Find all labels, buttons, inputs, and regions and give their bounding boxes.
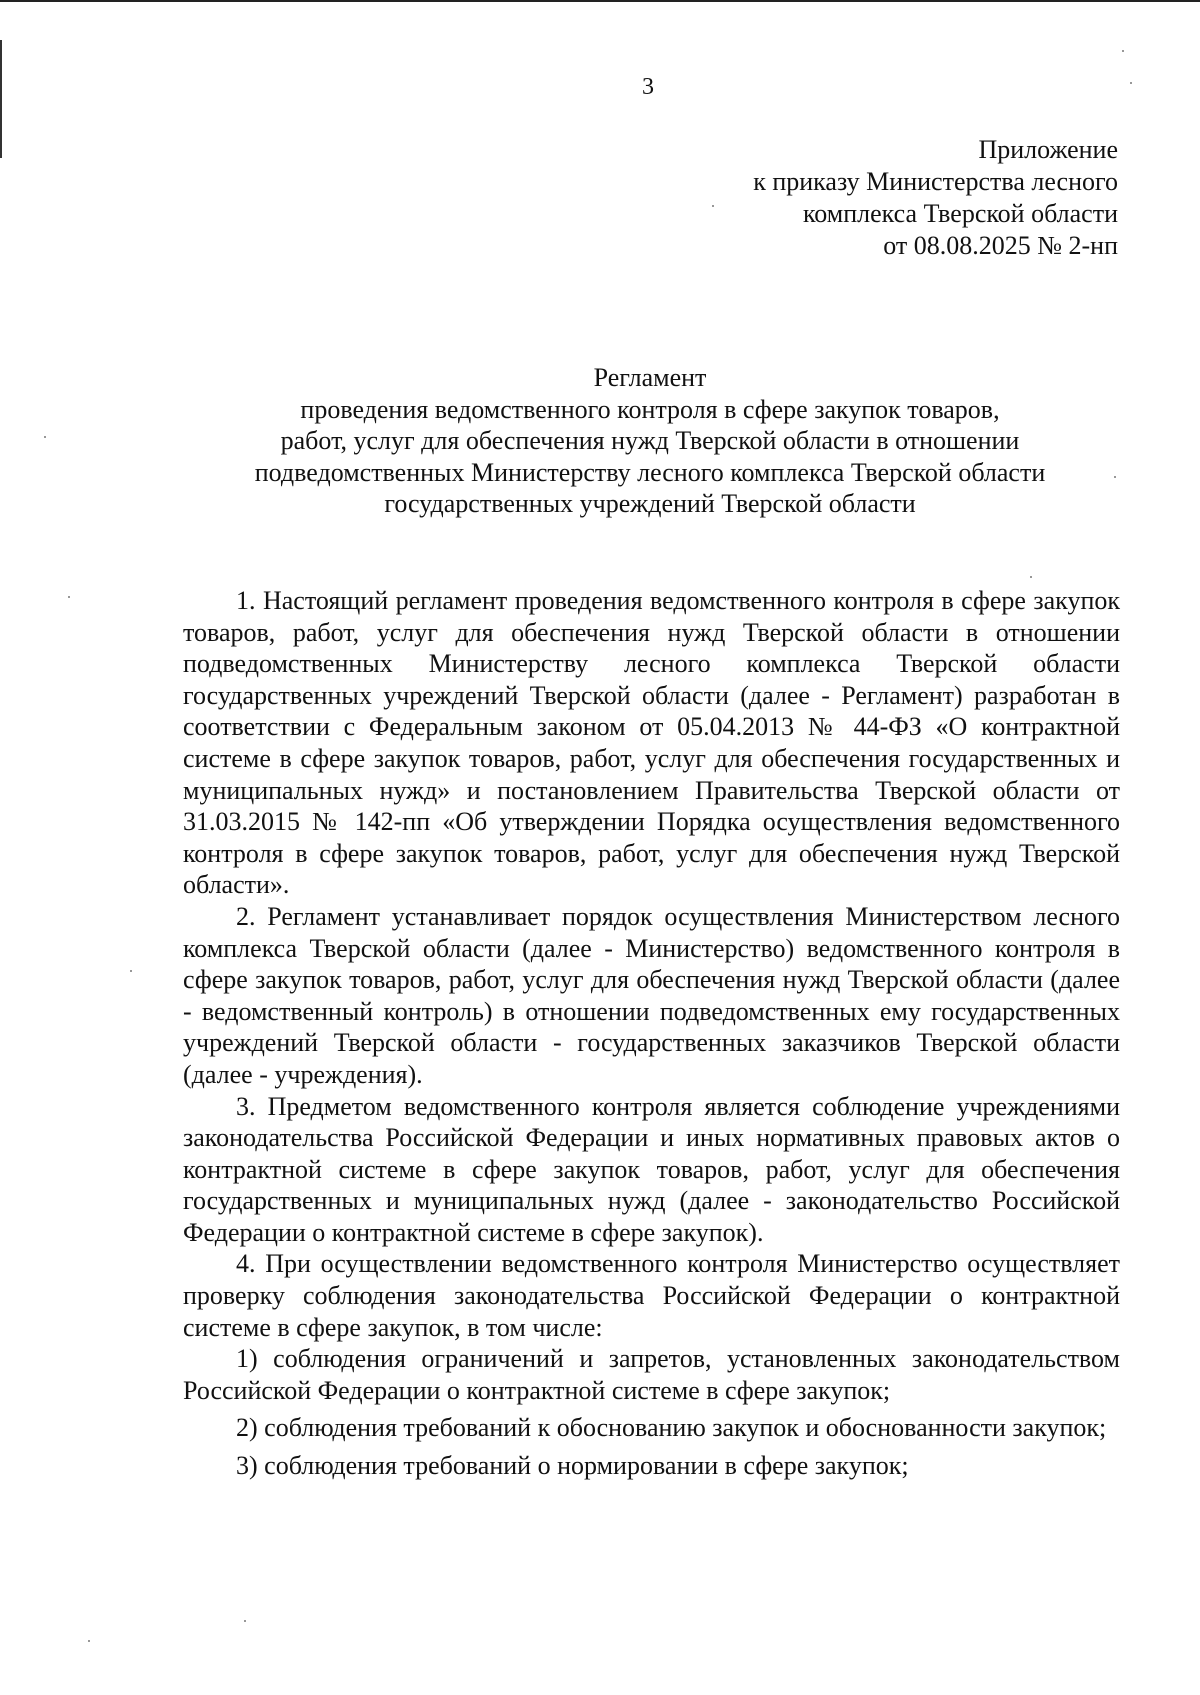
- title-heading: Регламент: [593, 363, 707, 392]
- scan-speck: [44, 436, 46, 438]
- scan-speck: [712, 205, 714, 207]
- appendix-line: от 08.08.2025 № 2-нп: [883, 231, 1118, 260]
- appendix-header: [753, 134, 1118, 262]
- list-item: 3) соблюдения требований о нормировании в сфере закупок;: [236, 1451, 909, 1481]
- document-title: [150, 362, 1150, 520]
- scan-speck: [88, 1640, 90, 1642]
- list-item: 1) соблюдения ограничений и запретов, установленных законодательством Российской Федерации о контрактной системе в сфере закупок;: [183, 1344, 1120, 1405]
- scan-speck: [244, 1620, 246, 1622]
- scan-speck: [1122, 50, 1124, 52]
- document-body: [183, 585, 1120, 1482]
- title-line: проведения ведомственного контроля в сфере закупок товаров,: [300, 394, 1000, 424]
- scan-speck: [1030, 576, 1032, 578]
- scan-speck: [68, 596, 70, 598]
- paragraph: 3. Предметом ведомственного контроля является соблюдение учреждениями законодательства Российской Федерации и иных нормативных правовых актов о контрактной системе в сфере закупок товаров, работ, услуг для обеспечения государственных и муниципальных нужд (далее - законодательство Российской Федерации о контрактной системе в сфере закупок).: [183, 1091, 1120, 1247]
- paragraph: 1. Настоящий регламент проведения ведомственного контроля в сфере закупок товаров, работ, услуг для обеспечения нужд Тверской области в отношении подведомственных Министерству лесного комплекса Тверской области государственных учреждений Тверской области (далее - Регламент) разработан в соответствии с Федеральным законом от 05.04.2013 № 44-ФЗ «О контрактной системе в сфере закупок товаров, работ, услуг для обеспечения государственных и муниципальных нужд» и постановлением Правительства Тверской области от 31.03.2015 № 142-пп «Об утверждении Порядка осуществления ведомственного контроля в сфере закупок товаров, работ, услуг для обеспечения нужд Тверской области».: [183, 586, 1120, 900]
- scan-speck: [1130, 82, 1132, 84]
- scan-speck: [1114, 476, 1116, 478]
- appendix-line: к приказу Министерства лесного: [753, 167, 1118, 196]
- list-item: 2) соблюдения требований к обоснованию закупок и обоснованности закупок;: [236, 1413, 1107, 1443]
- scan-speck: [130, 970, 132, 972]
- paragraph: 2. Регламент устанавливает порядок осуществления Министерством лесного комплекса Тверской области (далее - Министерство) ведомственного контроля в сфере закупок товаров, работ, услуг для обеспечения нужд Тверской области (далее - ведомственный контроль) в отношении подведомственных ему государственных учреждений Тверской области - государственных заказчиков Тверской области (далее - учреждения).: [183, 901, 1120, 1089]
- scan-top-edge: [0, 0, 1200, 2]
- appendix-line: Приложение: [978, 135, 1118, 164]
- title-line: работ, услуг для обеспечения нужд Тверской области в отношении: [280, 426, 1020, 455]
- page-number: 3: [642, 74, 654, 100]
- paragraph: 4. При осуществлении ведомственного контроля Министерство осуществляет проверку соблюдения законодательства Российской Федерации о контрактной системе в сфере закупок, в том числе:: [183, 1249, 1120, 1342]
- title-line: государственных учреждений Тверской области: [384, 489, 916, 518]
- title-line: подведомственных Министерству лесного комплекса Тверской области: [254, 457, 1046, 487]
- appendix-line: комплекса Тверской области: [802, 199, 1118, 228]
